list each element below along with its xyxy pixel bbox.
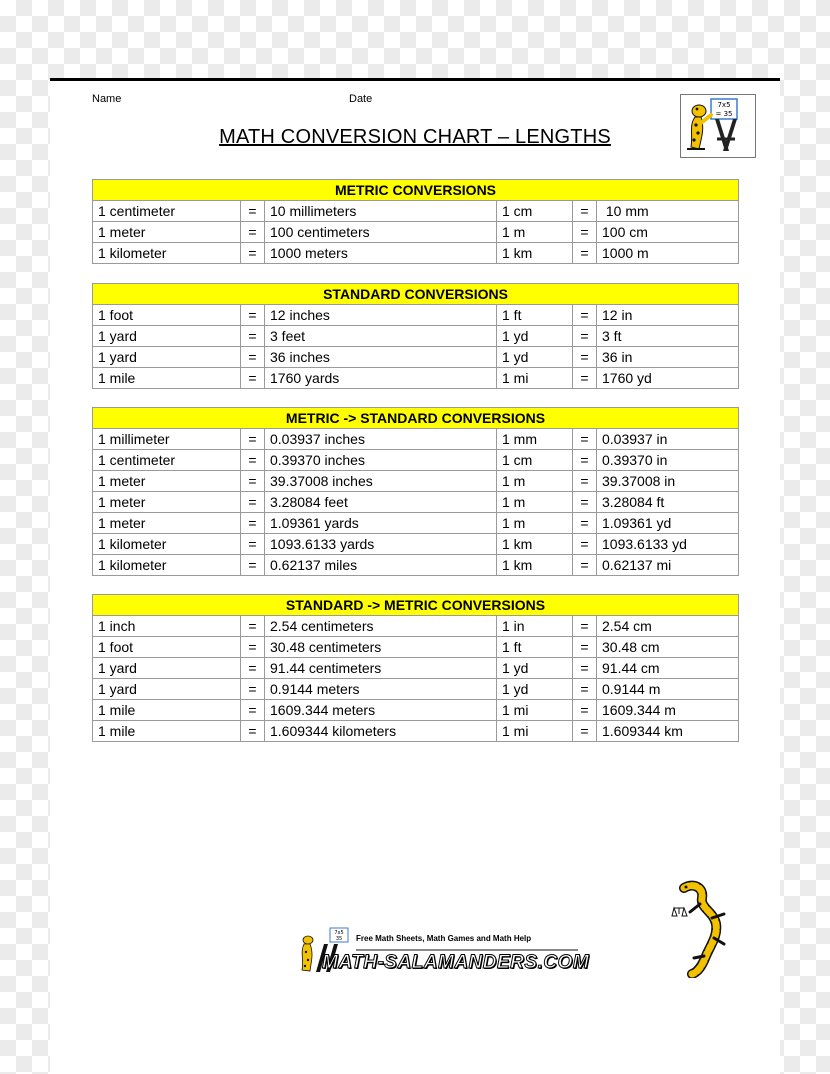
equals-cell: =	[241, 222, 265, 243]
table-row	[93, 305, 739, 326]
abbr-unit-cell: 1 ft	[497, 305, 573, 326]
value-cell: 1609.344 meters	[265, 700, 497, 721]
unit-cell: 1 meter	[93, 492, 241, 513]
equals-cell: =	[573, 555, 597, 576]
equals-cell: =	[241, 679, 265, 700]
footer-logo-equation-top: 7x5	[334, 930, 344, 936]
abbr-value-cell: 0.9144 m	[597, 679, 739, 700]
equals-cell: =	[241, 700, 265, 721]
abbr-unit-cell: 1 yd	[497, 326, 573, 347]
table-row	[93, 222, 739, 243]
table-row	[93, 555, 739, 576]
equals-cell: =	[241, 347, 265, 368]
equals-cell: =	[241, 534, 265, 555]
abbr-value-cell: 1.09361 yd	[597, 513, 739, 534]
abbr-unit-cell: 1 mm	[497, 429, 573, 450]
unit-cell: 1 millimeter	[93, 429, 241, 450]
unit-cell: 1 meter	[93, 513, 241, 534]
unit-cell: 1 yard	[93, 679, 241, 700]
salamander-illustration-icon	[670, 878, 730, 978]
standard-to-metric-section	[92, 594, 738, 742]
table-row	[93, 700, 739, 721]
equals-cell: =	[573, 658, 597, 679]
table-row	[93, 492, 739, 513]
standard-conversions-table	[92, 283, 739, 389]
table-row	[93, 450, 739, 471]
abbr-value-cell: 1093.6133 yd	[597, 534, 739, 555]
value-cell: 39.37008 inches	[265, 471, 497, 492]
equals-cell: =	[241, 658, 265, 679]
metric-conversions-section	[92, 179, 738, 264]
abbr-value-cell: 39.37008 in	[597, 471, 739, 492]
value-cell: 1000 meters	[265, 243, 497, 264]
unit-cell: 1 inch	[93, 616, 241, 637]
top-rule	[50, 78, 780, 81]
abbr-unit-cell: 1 km	[497, 555, 573, 576]
abbr-unit-cell: 1 mi	[497, 721, 573, 742]
salamander-teacher-icon	[681, 95, 755, 157]
equals-cell: =	[241, 368, 265, 389]
name-label: Name	[92, 93, 122, 105]
abbr-unit-cell: 1 km	[497, 243, 573, 264]
abbr-unit-cell: 1 yd	[497, 658, 573, 679]
logo-equation-bottom: = 35	[715, 110, 733, 118]
equals-cell: =	[241, 555, 265, 576]
abbr-unit-cell: 1 m	[497, 222, 573, 243]
abbr-unit-cell: 1 cm	[497, 201, 573, 222]
equals-cell: =	[573, 616, 597, 637]
section-heading: STANDARD CONVERSIONS	[93, 284, 739, 305]
value-cell: 100 centimeters	[265, 222, 497, 243]
abbr-unit-cell: 1 in	[497, 616, 573, 637]
equals-cell: =	[241, 326, 265, 347]
value-cell: 2.54 centimeters	[265, 616, 497, 637]
equals-cell: =	[241, 471, 265, 492]
equals-cell: =	[241, 616, 265, 637]
standard-to-metric-table	[92, 594, 739, 742]
equals-cell: =	[241, 637, 265, 658]
abbr-unit-cell: 1 mi	[497, 700, 573, 721]
unit-cell: 1 meter	[93, 471, 241, 492]
equals-cell: =	[241, 450, 265, 471]
equals-cell: =	[573, 326, 597, 347]
table-row	[93, 513, 739, 534]
equals-cell: =	[573, 721, 597, 742]
table-row	[93, 534, 739, 555]
abbr-value-cell: 1000 m	[597, 243, 739, 264]
equals-cell: =	[573, 534, 597, 555]
abbr-value-cell: 0.39370 in	[597, 450, 739, 471]
table-row	[93, 326, 739, 347]
abbr-value-cell: 91.44 cm	[597, 658, 739, 679]
abbr-unit-cell: 1 yd	[497, 679, 573, 700]
abbr-value-cell: 3.28084 ft	[597, 492, 739, 513]
table-row	[93, 429, 739, 450]
table-row	[93, 471, 739, 492]
equals-cell: =	[573, 679, 597, 700]
equals-cell: =	[241, 429, 265, 450]
equals-cell: =	[573, 305, 597, 326]
page-title: MATH CONVERSION CHART – LENGTHS	[219, 126, 611, 148]
unit-cell: 1 kilometer	[93, 534, 241, 555]
unit-cell: 1 yard	[93, 347, 241, 368]
unit-cell: 1 kilometer	[93, 555, 241, 576]
value-cell: 30.48 centimeters	[265, 637, 497, 658]
abbr-unit-cell: 1 ft	[497, 637, 573, 658]
unit-cell: 1 yard	[93, 326, 241, 347]
abbr-value-cell: 2.54 cm	[597, 616, 739, 637]
value-cell: 0.39370 inches	[265, 450, 497, 471]
equals-cell: =	[573, 429, 597, 450]
value-cell: 91.44 centimeters	[265, 658, 497, 679]
equals-cell: =	[573, 347, 597, 368]
abbr-value-cell: 30.48 cm	[597, 637, 739, 658]
equals-cell: =	[573, 492, 597, 513]
equals-cell: =	[241, 201, 265, 222]
worksheet-page	[50, 78, 780, 1074]
unit-cell: 1 meter	[93, 222, 241, 243]
value-cell: 0.03937 inches	[265, 429, 497, 450]
abbr-unit-cell: 1 m	[497, 471, 573, 492]
unit-cell: 1 foot	[93, 305, 241, 326]
unit-cell: 1 centimeter	[93, 201, 241, 222]
equals-cell: =	[573, 450, 597, 471]
abbr-value-cell: 0.03937 in	[597, 429, 739, 450]
table-row	[93, 637, 739, 658]
equals-cell: =	[573, 471, 597, 492]
metric-to-standard-table	[92, 407, 739, 576]
section-heading: METRIC CONVERSIONS	[93, 180, 739, 201]
value-cell: 0.9144 meters	[265, 679, 497, 700]
equals-cell: =	[241, 492, 265, 513]
table-row	[93, 679, 739, 700]
abbr-unit-cell: 1 yd	[497, 347, 573, 368]
abbr-value-cell: 1609.344 m	[597, 700, 739, 721]
logo-equation-top: 7x5	[717, 101, 731, 109]
footer-tagline: Free Math Sheets, Math Games and Math Help	[356, 934, 532, 943]
abbr-unit-cell: 1 km	[497, 534, 573, 555]
date-label: Date	[349, 93, 373, 105]
value-cell: 1.09361 yards	[265, 513, 497, 534]
table-row	[93, 616, 739, 637]
unit-cell: 1 mile	[93, 721, 241, 742]
equals-cell: =	[241, 305, 265, 326]
equals-cell: =	[573, 637, 597, 658]
abbr-unit-cell: 1 m	[497, 513, 573, 534]
standard-conversions-section	[92, 283, 738, 389]
footer-logo-equation-bottom: 35	[335, 936, 343, 942]
equals-cell: =	[573, 222, 597, 243]
value-cell: 1.609344 kilometers	[265, 721, 497, 742]
header-logo	[680, 94, 756, 158]
unit-cell: 1 kilometer	[93, 243, 241, 264]
table-row	[93, 721, 739, 742]
unit-cell: 1 yard	[93, 658, 241, 679]
value-cell: 36 inches	[265, 347, 497, 368]
value-cell: 12 inches	[265, 305, 497, 326]
equals-cell: =	[573, 201, 597, 222]
equals-cell: =	[573, 700, 597, 721]
equals-cell: =	[241, 513, 265, 534]
abbr-value-cell: 12 in	[597, 305, 739, 326]
abbr-value-cell: 1760 yd	[597, 368, 739, 389]
table-row	[93, 658, 739, 679]
value-cell: 1093.6133 yards	[265, 534, 497, 555]
value-cell: 3.28084 feet	[265, 492, 497, 513]
unit-cell: 1 mile	[93, 700, 241, 721]
unit-cell: 1 centimeter	[93, 450, 241, 471]
equals-cell: =	[573, 513, 597, 534]
abbr-value-cell: 3 ft	[597, 326, 739, 347]
abbr-unit-cell: 1 mi	[497, 368, 573, 389]
value-cell: 1760 yards	[265, 368, 497, 389]
section-heading: STANDARD -> METRIC CONVERSIONS	[93, 595, 739, 616]
section-heading: METRIC -> STANDARD CONVERSIONS	[93, 408, 739, 429]
table-row	[93, 243, 739, 264]
equals-cell: =	[573, 243, 597, 264]
value-cell: 10 millimeters	[265, 201, 497, 222]
abbr-value-cell: 1.609344 km	[597, 721, 739, 742]
abbr-value-cell: 36 in	[597, 347, 739, 368]
metric-conversions-table	[92, 179, 739, 264]
abbr-value-cell: 100 cm	[597, 222, 739, 243]
value-cell: 0.62137 miles	[265, 555, 497, 576]
equals-cell: =	[241, 243, 265, 264]
footer-brand: MATH-SALAMANDERS.COM	[322, 952, 590, 973]
abbr-unit-cell: 1 cm	[497, 450, 573, 471]
value-cell: 3 feet	[265, 326, 497, 347]
equals-cell: =	[241, 721, 265, 742]
abbr-value-cell: 0.62137 mi	[597, 555, 739, 576]
abbr-value-cell: 10 mm	[597, 201, 739, 222]
unit-cell: 1 foot	[93, 637, 241, 658]
unit-cell: 1 mile	[93, 368, 241, 389]
table-row	[93, 201, 739, 222]
table-row	[93, 347, 739, 368]
metric-to-standard-section	[92, 407, 738, 576]
table-row	[93, 368, 739, 389]
abbr-unit-cell: 1 m	[497, 492, 573, 513]
equals-cell: =	[573, 368, 597, 389]
